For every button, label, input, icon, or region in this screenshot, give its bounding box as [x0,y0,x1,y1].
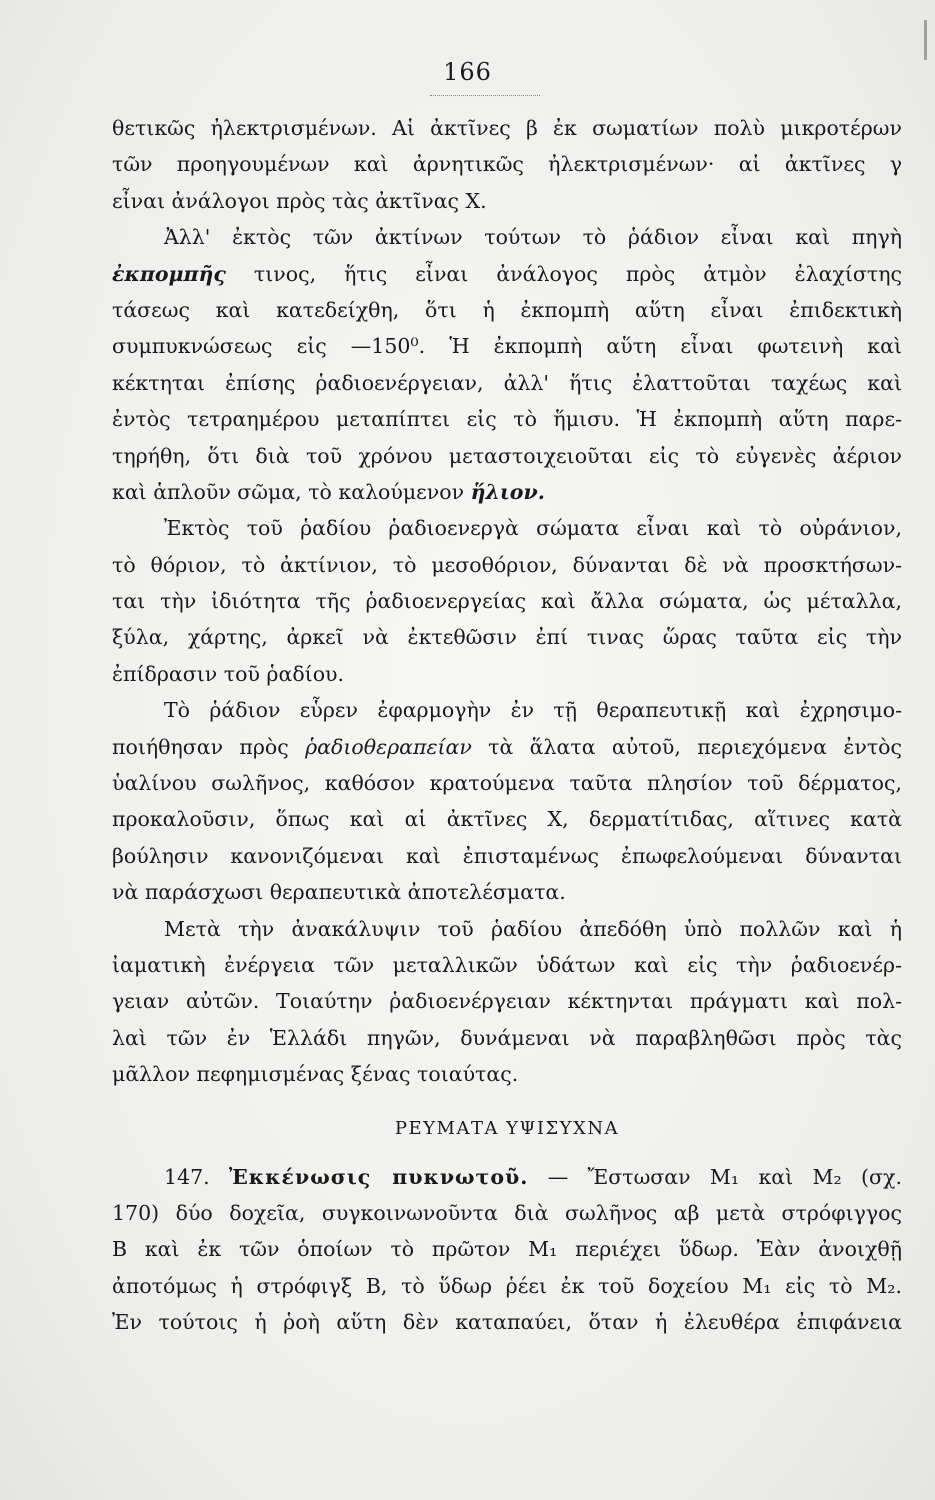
text-line: θετικῶς ἠλεκτρισμένων. Αἱ ἀκτῖνες β ἐκ σωματίων πολὺ μικροτέρων [112,116,902,140]
text-line: ἰαματικὴ ἐνέργεια τῶν μεταλλικῶν ὑδάτων καὶ εἰς τὴν ῥαδιοενέρ- [112,952,902,977]
paragraph-4 [112,692,902,910]
text-line: ται τὴν ἰδιότητα τῆς ῥαδιοενεργείας καὶ ἄλλα σώματα, ὡς μέταλλα, [112,589,902,614]
text-line: Μετὰ τὴν ἀνακάλυψιν τοῦ ῥαδίου ἀπεδόθη ὑπὸ πολλῶν καὶ ἡ [164,916,902,941]
text-line: Ἀλλ' ἐκτὸς τῶν ἀκτίνων τούτων τὸ ῥάδιον εἶναι καὶ πηγὴ [164,225,902,250]
text-line: ὑαλίνου σωλῆνος, καθόσον κρατούμενα ταῦτα πλησίον τοῦ δέρματος, [112,771,902,796]
text-line: ἀποτόμως ἡ στρόφιγξ Β, τὸ ὕδωρ ῥέει ἐκ τοῦ δοχείου Μ₁ εἰς τὸ Μ₂. [112,1273,902,1298]
text-line [112,474,902,510]
paragraph-2 [112,219,902,510]
text-line: τὸ θόριον, τὸ ἀκτίνιον, τὸ μεσοθόριον, δύνανται δὲ νὰ προσκτήσων- [112,552,902,577]
header-rule [430,95,540,96]
section-number: 147. [164,1164,210,1189]
emphasis-term: ῥαδιοθεραπείαν [305,734,472,759]
text-line: Ἐν τούτοις ἡ ῥοὴ αὕτη δὲν καταπαύει, ὅταν ἡ ἐλευθέρα ἐπιφάνεια [112,1310,902,1335]
text-line: εἶναι ἀνάλογοι πρὸς τὰς ἀκτῖνας Χ. [112,188,487,213]
emphasis-term: ἥλιον. [470,479,545,504]
text-line: γειαν αὐτῶν. Τοιαύτην ῥαδιοενέργειαν κέκτηνται πράγματι καὶ πολ- [112,989,902,1014]
text-line: τηρήθη, ὅτι διὰ τοῦ χρόνου μεταστοιχειοῦται εἰς τὸ εὐγενὲς ἀέριον [112,443,902,468]
text-line: βούλησιν κανονιζόμεναι καὶ ἐπισταμένως ἐπωφελούμεναι δύνανται [112,843,902,868]
text-line: προκαλοῦσιν, ὅπως καὶ αἱ ἀκτῖνες Χ, δερματίτιδας, αἵτινες κατὰ [112,807,902,832]
text-line [112,1159,902,1195]
text-span: ποιήθησαν πρὸς [112,734,306,759]
paragraph-1 [112,110,902,219]
page-number: 166 [443,58,492,86]
text-line: ξύλα, χάρτης, ἀρκεῖ νὰ ἐκτεθῶσιν ἐπί τινας ὥρας ταῦτα εἰς τὴν [112,625,902,650]
text-line [112,256,902,292]
text-line: μᾶλλον πεφημισμένας ξένας τοιαύτας. [112,1062,519,1087]
text-line: ἐπίδρασιν τοῦ ῥαδίου. [112,661,345,686]
text-line: νὰ παράσχωσι θεραπευτικὰ ἀποτελέσματα. [112,880,566,905]
text-line: τάσεως καὶ κατεδείχθη, ὅτι ἡ ἐκπομπὴ αὕτη εἶναι ἐπιδεκτικὴ [112,297,902,322]
text-line: συμπυκνώσεως εἰς —150⁰. Ἡ ἐκπομπὴ αὕτη εἶναι φωτεινὴ καὶ [112,334,902,359]
text-line: Β καὶ ἐκ τῶν ὁποίων τὸ πρῶτον Μ₁ περιέχει ὕδωρ. Ἐὰν ἀνοιχθῇ [112,1237,902,1262]
text-span: καὶ ἁπλοῦν σῶμα, τὸ καλούμενον [112,479,471,504]
section-heading: ΡΕΥΜΑΤΑ ΥΨΙΣΥΧΝΑ [394,1117,620,1139]
paragraph-6 [112,1159,902,1341]
scan-edge-mark [924,20,927,60]
section-title: Ἐκκένωσις πυκνωτοῦ. [229,1164,529,1189]
text-span: τὰ ἅλατα αὐτοῦ, περιεχόμενα ἐντὸς [471,734,902,759]
text-line: τῶν προηγουμένων καὶ ἀρνητικῶς ἠλεκτρισμένων· αἱ ἀκτῖνες γ [112,152,902,177]
paragraph-5 [112,911,902,1093]
text-line [112,729,902,765]
text-span: — Ἔστωσαν Μ₁ καὶ Μ₂ (σχ. [528,1164,902,1189]
text-line: κέκτηται ἐπίσης ῥαδιοενέργειαν, ἀλλ' ἥτις ἐλαττοῦται ταχέως καὶ [112,370,902,395]
text-line: ἐντὸς τετραημέρου μεταπίπτει εἰς τὸ ἥμισυ. Ἡ ἐκπομπὴ αὕτη παρε- [112,407,902,432]
text-line: 170) δύο δοχεῖα, συγκοινωνοῦντα διὰ σωλῆνος αβ μετὰ στρόφιγγος [112,1200,902,1225]
emphasis-term: ἐκπομπῆς [112,261,226,286]
paragraph-3 [112,510,902,692]
text-line: λαὶ τῶν ἐν Ἑλλάδι πηγῶν, δυνάμεναι νὰ παραβληθῶσι πρὸς τὰς [112,1025,902,1050]
text-line: Ἐκτὸς τοῦ ῥαδίου ῥαδιοενεργὰ σώματα εἶναι καὶ τὸ οὐράνιον, [164,516,902,541]
text-span: τινος, ἥτις εἶναι ἀνάλογος πρὸς ἀτμὸν ἐλαχίστης [225,261,902,286]
text-line: Τὸ ῥάδιον εὗρεν ἐφαρμογὴν ἐν τῇ θεραπευτικῇ καὶ ἐχρησιμο- [164,698,902,723]
body-text [112,110,902,1341]
